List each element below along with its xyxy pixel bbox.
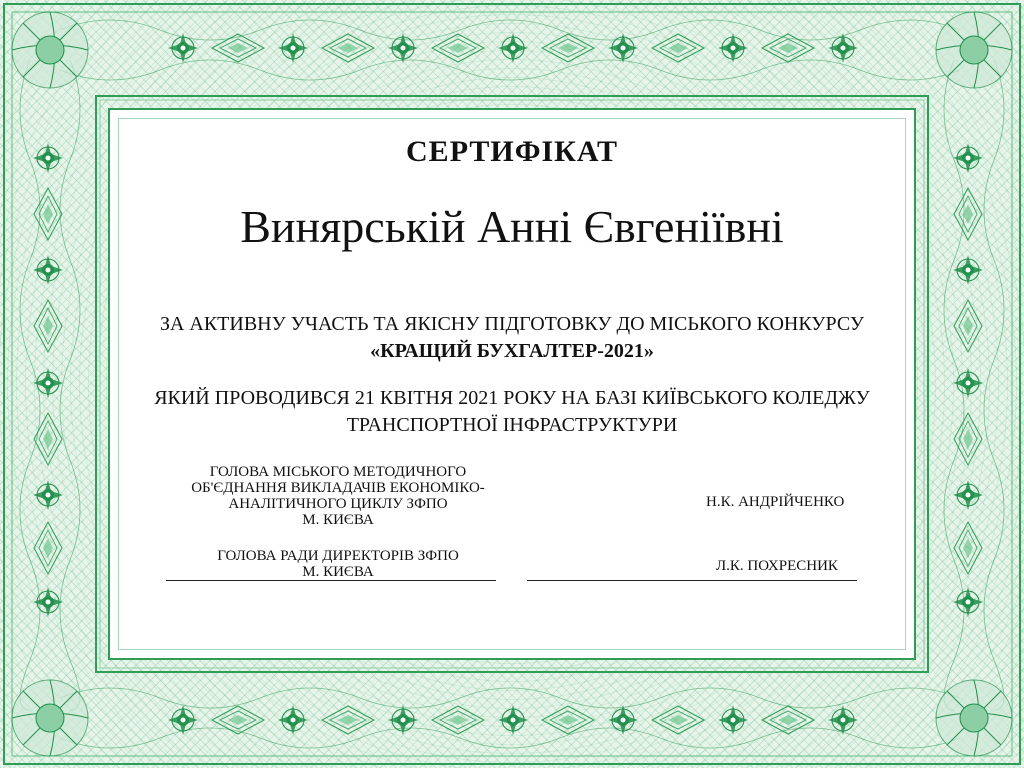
signatory-name-2: Л.К. ПОХРЕСНИК (716, 558, 838, 574)
award-reason-text: ЗА АКТИВНУ УЧАСТЬ ТА ЯКІСНУ ПІДГОТОВКУ ДО МІСЬКОГО КОНКУРСУ (159, 313, 865, 335)
certificate-title: СЕРТИФІКАТ (406, 135, 618, 168)
signatory-name-1: Н.К. АНДРІЙЧЕНКО (706, 494, 845, 510)
signature-line-left (166, 580, 496, 581)
signature-line-right (527, 580, 857, 581)
contest-name: «КРАЩИЙ БУХГАЛТЕР-2021» (370, 340, 654, 362)
signatory-role-line: ГОЛОВА РАДИ ДИРЕКТОРІВ ЗФПО (217, 548, 459, 564)
award-reason-paragraph (128, 311, 896, 365)
signatory-role-1 (168, 464, 508, 528)
signatory-role-line: ГОЛОВА МІСЬКОГО МЕТОДИЧНОГО (209, 464, 467, 480)
signatory-role-line: АНАЛІТИЧНОГО ЦИКЛУ ЗФПО (228, 496, 448, 512)
certificate-content (108, 108, 916, 660)
signatory-role-line: М. КИЄВА (302, 564, 374, 580)
event-details-paragraph: ЯКИЙ ПРОВОДИВСЯ 21 КВІТНЯ 2021 РОКУ НА БАЗІ КИЇВСЬКОГО КОЛЕДЖУ ТРАНСПОРТНОЇ ІНФРАСТРУКТУРИ (154, 387, 870, 436)
signatory-role-2 (168, 548, 508, 580)
signatory-role-line: ОБ'ЄДНАННЯ ВИКЛАДАЧІВ ЕКОНОМІКО- (191, 480, 485, 496)
recipient-name: Винярській Анні Євгеніївні (240, 201, 784, 252)
signatory-role-line: М. КИЄВА (302, 512, 374, 528)
